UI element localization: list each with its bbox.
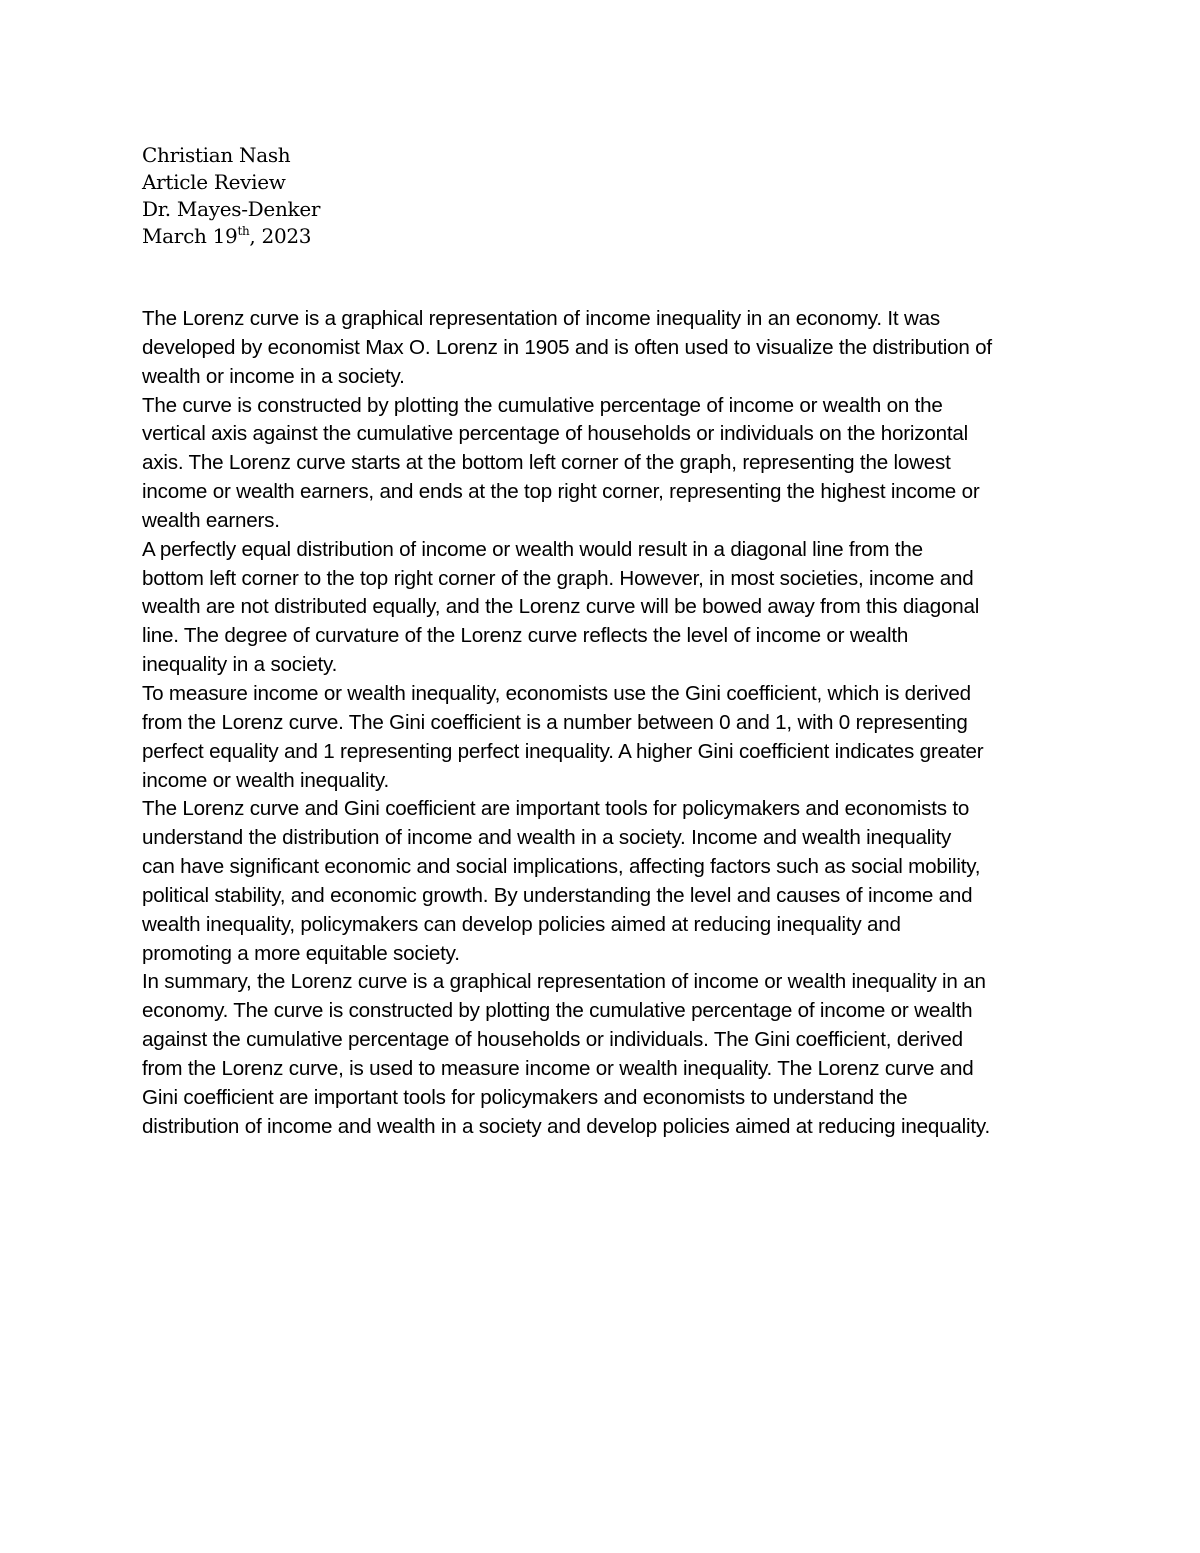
document-header bbox=[142, 142, 320, 250]
body-line: distribution of income and wealth in a society and develop policies aimed at reducing inequality. bbox=[142, 1114, 990, 1138]
instructor-name: Dr. Mayes-Denker bbox=[142, 197, 321, 221]
body-line: against the cumulative percentage of households or individuals. The Gini coefficient, derived bbox=[142, 1028, 963, 1052]
body-line: vertical axis against the cumulative percentage of households or individuals on the horizontal bbox=[142, 422, 969, 446]
body-line: perfect equality and 1 representing perfect inequality. A higher Gini coefficient indicates greater bbox=[142, 739, 984, 763]
body-line: can have significant economic and social implications, affecting factors such as social mobility, bbox=[142, 855, 981, 879]
body-line: A perfectly equal distribution of income or wealth would result in a diagonal line from the bbox=[142, 537, 923, 561]
date-ordinal-suffix: th bbox=[237, 224, 250, 238]
date-year: , 2023 bbox=[249, 224, 312, 248]
body-line: wealth earners. bbox=[142, 508, 280, 532]
body-line: from the Lorenz curve. The Gini coefficient is a number between 0 and 1, with 0 representing bbox=[142, 710, 968, 734]
body-line: promoting a more equitable society. bbox=[142, 941, 460, 965]
body-line: The Lorenz curve and Gini coefficient are important tools for policymakers and economists to bbox=[142, 797, 970, 821]
body-line: line. The degree of curvature of the Lorenz curve reflects the level of income or wealth bbox=[142, 624, 909, 648]
body-line: income or wealth earners, and ends at the top right corner, representing the highest income or bbox=[142, 480, 980, 504]
assignment-title: Article Review bbox=[142, 170, 286, 194]
body-line: Gini coefficient are important tools for policymakers and economists to understand the bbox=[142, 1085, 908, 1109]
author-name: Christian Nash bbox=[142, 143, 291, 167]
body-line: from the Lorenz curve, is used to measure income or wealth inequality. The Lorenz curve and bbox=[142, 1056, 974, 1080]
date-month-day: March 19 bbox=[142, 224, 238, 248]
body-line: To measure income or wealth inequality, economists use the Gini coefficient, which is derived bbox=[142, 681, 971, 705]
body-line: inequality in a society. bbox=[142, 653, 338, 677]
body-line: bottom left corner to the top right corner of the graph. However, in most societies, income and bbox=[142, 566, 974, 590]
body-line: The Lorenz curve is a graphical representation of income inequality in an economy. It was bbox=[142, 307, 940, 330]
body-line: In summary, the Lorenz curve is a graphical representation of income or wealth inequality in an bbox=[142, 970, 986, 994]
document-date bbox=[142, 223, 320, 250]
body-line: developed by economist Max O. Lorenz in 1905 and is often used to visualize the distribution of bbox=[142, 335, 992, 359]
body-line: wealth or income in a society. bbox=[142, 364, 405, 388]
body-line: political stability, and economic growth. By understanding the level and causes of income and bbox=[142, 883, 973, 907]
body-line: wealth are not distributed equally, and the Lorenz curve will be bowed away from this diagonal bbox=[142, 595, 980, 619]
body-line: wealth inequality, policymakers can develop policies aimed at reducing inequality and bbox=[142, 912, 901, 936]
body-line: understand the distribution of income and wealth in a society. Income and wealth inequality bbox=[142, 826, 952, 850]
body-line: economy. The curve is constructed by plotting the cumulative percentage of income or wealth bbox=[142, 999, 973, 1023]
article-body bbox=[142, 305, 1072, 1141]
body-line: axis. The Lorenz curve starts at the bottom left corner of the graph, representing the lowest bbox=[142, 451, 951, 475]
body-line: income or wealth inequality. bbox=[142, 768, 389, 792]
body-line: The curve is constructed by plotting the cumulative percentage of income or wealth on the bbox=[142, 393, 943, 417]
